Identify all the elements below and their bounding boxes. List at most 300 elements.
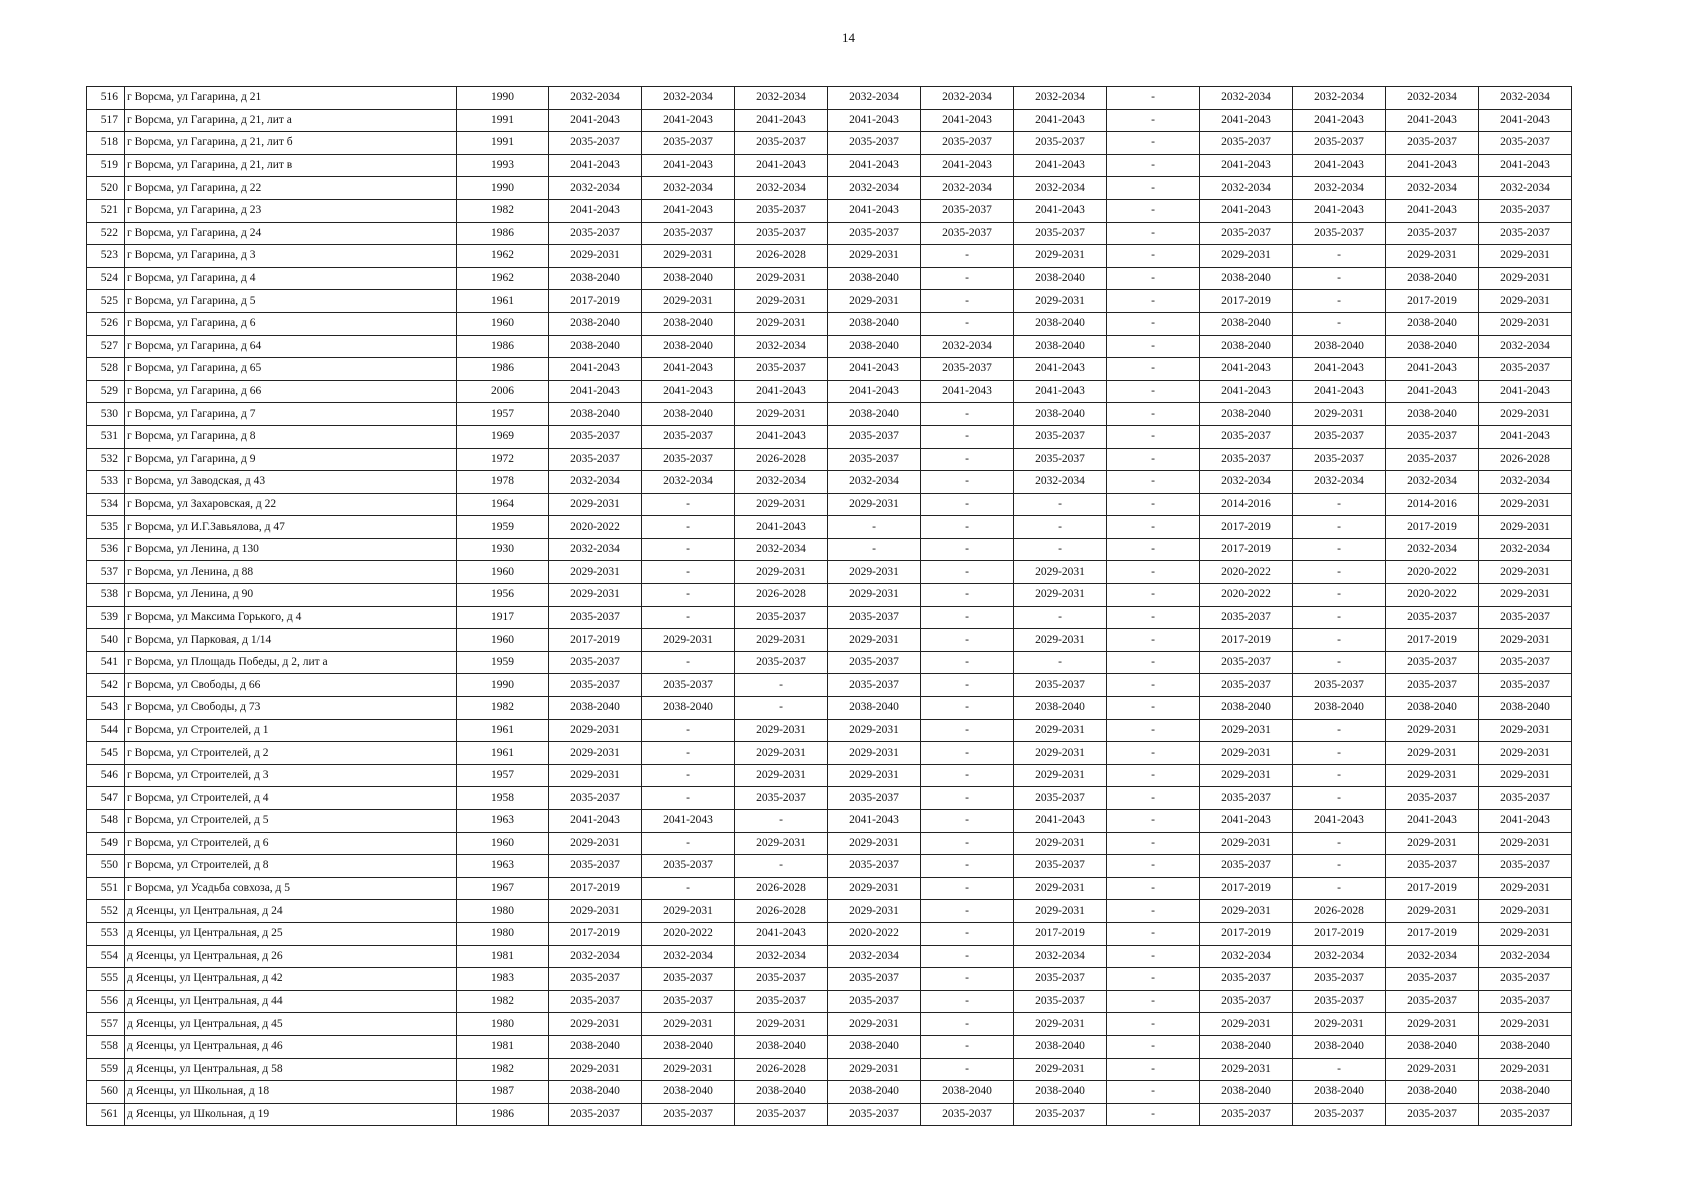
period-11-cell: 2026-2028 <box>1479 448 1572 471</box>
period-3-cell: 2032-2034 <box>735 177 828 200</box>
period-1-cell: 2029-2031 <box>549 832 642 855</box>
period-8-cell: 2041-2043 <box>1200 154 1293 177</box>
period-5-cell: - <box>921 651 1014 674</box>
period-8-cell: 2035-2037 <box>1200 448 1293 471</box>
period-5-cell: - <box>921 968 1014 991</box>
period-5-cell: - <box>921 403 1014 426</box>
year-built-cell: 1980 <box>457 922 549 945</box>
period-7-cell: - <box>1107 606 1200 629</box>
year-built-cell: 1969 <box>457 425 549 448</box>
table-row <box>87 199 1572 222</box>
period-7-cell: - <box>1107 629 1200 652</box>
period-9-cell: 2035-2037 <box>1293 990 1386 1013</box>
table-row <box>87 87 1572 110</box>
period-5-cell: 2041-2043 <box>921 109 1014 132</box>
period-1-cell: 2032-2034 <box>549 177 642 200</box>
period-7-cell: - <box>1107 132 1200 155</box>
period-1-cell: 2035-2037 <box>549 448 642 471</box>
period-4-cell: - <box>828 538 921 561</box>
period-8-cell: 2035-2037 <box>1200 968 1293 991</box>
period-10-cell: 2032-2034 <box>1386 538 1479 561</box>
period-3-cell: 2032-2034 <box>735 945 828 968</box>
period-1-cell: 2041-2043 <box>549 810 642 833</box>
period-11-cell: 2029-2031 <box>1479 1058 1572 1081</box>
year-built-cell: 1982 <box>457 199 549 222</box>
period-11-cell: 2029-2031 <box>1479 493 1572 516</box>
address-cell: г Ворсма, ул Заводская, д 43 <box>125 471 457 494</box>
period-9-cell: 2035-2037 <box>1293 1103 1386 1126</box>
period-1-cell: 2035-2037 <box>549 1103 642 1126</box>
row-number-cell: 523 <box>87 245 125 268</box>
row-number-cell: 561 <box>87 1103 125 1126</box>
period-4-cell: 2035-2037 <box>828 425 921 448</box>
period-5-cell: 2035-2037 <box>921 358 1014 381</box>
period-8-cell: 2032-2034 <box>1200 87 1293 110</box>
period-2-cell: 2038-2040 <box>642 697 735 720</box>
period-1-cell: 2020-2022 <box>549 516 642 539</box>
period-8-cell: 2029-2031 <box>1200 245 1293 268</box>
period-5-cell: - <box>921 990 1014 1013</box>
period-9-cell: 2035-2037 <box>1293 425 1386 448</box>
period-1-cell: 2029-2031 <box>549 493 642 516</box>
address-cell: г Ворсма, ул Усадьба совхоза, д 5 <box>125 877 457 900</box>
period-10-cell: 2038-2040 <box>1386 312 1479 335</box>
table-row <box>87 1035 1572 1058</box>
period-2-cell: 2032-2034 <box>642 471 735 494</box>
period-2-cell: 2041-2043 <box>642 358 735 381</box>
period-2-cell: 2035-2037 <box>642 1103 735 1126</box>
table-row <box>87 764 1572 787</box>
period-9-cell: - <box>1293 561 1386 584</box>
period-8-cell: 2035-2037 <box>1200 651 1293 674</box>
period-3-cell: 2026-2028 <box>735 245 828 268</box>
year-built-cell: 1982 <box>457 990 549 1013</box>
period-5-cell: - <box>921 584 1014 607</box>
period-10-cell: 2038-2040 <box>1386 403 1479 426</box>
period-11-cell: 2041-2043 <box>1479 380 1572 403</box>
period-5-cell: - <box>921 561 1014 584</box>
table-row <box>87 358 1572 381</box>
year-built-cell: 1981 <box>457 1035 549 1058</box>
period-2-cell: 2038-2040 <box>642 403 735 426</box>
period-2-cell: 2020-2022 <box>642 922 735 945</box>
period-6-cell: 2038-2040 <box>1014 697 1107 720</box>
period-9-cell: 2041-2043 <box>1293 109 1386 132</box>
period-5-cell: 2032-2034 <box>921 335 1014 358</box>
period-7-cell: - <box>1107 448 1200 471</box>
period-8-cell: 2029-2031 <box>1200 719 1293 742</box>
period-7-cell: - <box>1107 900 1200 923</box>
period-6-cell: 2035-2037 <box>1014 222 1107 245</box>
address-cell: д Ясенцы, ул Школьная, д 18 <box>125 1081 457 1104</box>
period-3-cell: 2029-2031 <box>735 719 828 742</box>
row-number-cell: 520 <box>87 177 125 200</box>
period-8-cell: 2029-2031 <box>1200 832 1293 855</box>
period-5-cell: 2041-2043 <box>921 154 1014 177</box>
period-4-cell: 2041-2043 <box>828 154 921 177</box>
row-number-cell: 530 <box>87 403 125 426</box>
period-2-cell: 2041-2043 <box>642 810 735 833</box>
period-2-cell: 2038-2040 <box>642 1035 735 1058</box>
year-built-cell: 1930 <box>457 538 549 561</box>
period-3-cell: 2029-2031 <box>735 290 828 313</box>
address-cell: д Ясенцы, ул Центральная, д 45 <box>125 1013 457 1036</box>
year-built-cell: 1986 <box>457 222 549 245</box>
table-row <box>87 810 1572 833</box>
table-row <box>87 448 1572 471</box>
period-7-cell: - <box>1107 787 1200 810</box>
period-5-cell: - <box>921 674 1014 697</box>
address-cell: д Ясенцы, ул Центральная, д 44 <box>125 990 457 1013</box>
year-built-cell: 1986 <box>457 358 549 381</box>
table-row <box>87 335 1572 358</box>
period-2-cell: 2032-2034 <box>642 177 735 200</box>
period-4-cell: 2020-2022 <box>828 922 921 945</box>
period-5-cell: - <box>921 629 1014 652</box>
address-cell: г Ворсма, ул Строителей, д 6 <box>125 832 457 855</box>
period-10-cell: 2035-2037 <box>1386 425 1479 448</box>
period-11-cell: 2035-2037 <box>1479 1103 1572 1126</box>
period-8-cell: 2038-2040 <box>1200 403 1293 426</box>
row-number-cell: 546 <box>87 764 125 787</box>
table-row <box>87 922 1572 945</box>
period-9-cell: - <box>1293 629 1386 652</box>
period-3-cell: 2026-2028 <box>735 1058 828 1081</box>
period-3-cell: 2035-2037 <box>735 199 828 222</box>
table-row <box>87 1081 1572 1104</box>
period-8-cell: 2041-2043 <box>1200 199 1293 222</box>
period-6-cell: 2029-2031 <box>1014 245 1107 268</box>
address-cell: г Ворсма, ул Гагарина, д 23 <box>125 199 457 222</box>
period-3-cell: - <box>735 855 828 878</box>
period-2-cell: - <box>642 516 735 539</box>
period-6-cell: 2029-2031 <box>1014 742 1107 765</box>
period-5-cell: - <box>921 312 1014 335</box>
period-4-cell: 2032-2034 <box>828 471 921 494</box>
period-2-cell: - <box>642 584 735 607</box>
period-2-cell: 2029-2031 <box>642 900 735 923</box>
period-4-cell: 2029-2031 <box>828 1013 921 1036</box>
address-cell: д Ясенцы, ул Центральная, д 42 <box>125 968 457 991</box>
period-9-cell: - <box>1293 245 1386 268</box>
period-1-cell: 2041-2043 <box>549 109 642 132</box>
period-9-cell: 2041-2043 <box>1293 154 1386 177</box>
period-9-cell: - <box>1293 538 1386 561</box>
year-built-cell: 1981 <box>457 945 549 968</box>
period-1-cell: 2041-2043 <box>549 358 642 381</box>
period-1-cell: 2029-2031 <box>549 719 642 742</box>
period-9-cell: 2035-2037 <box>1293 448 1386 471</box>
period-4-cell: 2038-2040 <box>828 403 921 426</box>
row-number-cell: 518 <box>87 132 125 155</box>
address-cell: г Ворсма, ул Гагарина, д 21 <box>125 87 457 110</box>
period-6-cell: 2035-2037 <box>1014 787 1107 810</box>
row-number-cell: 551 <box>87 877 125 900</box>
period-3-cell: - <box>735 810 828 833</box>
period-4-cell: 2029-2031 <box>828 742 921 765</box>
table-row <box>87 561 1572 584</box>
year-built-cell: 1982 <box>457 1058 549 1081</box>
period-6-cell: 2041-2043 <box>1014 154 1107 177</box>
period-11-cell: 2032-2034 <box>1479 177 1572 200</box>
period-6-cell: 2038-2040 <box>1014 1081 1107 1104</box>
address-cell: г Ворсма, ул Гагарина, д 21, лит в <box>125 154 457 177</box>
period-11-cell: 2029-2031 <box>1479 267 1572 290</box>
period-8-cell: 2032-2034 <box>1200 177 1293 200</box>
period-7-cell: - <box>1107 584 1200 607</box>
year-built-cell: 1980 <box>457 1013 549 1036</box>
period-6-cell: 2035-2037 <box>1014 132 1107 155</box>
period-10-cell: 2029-2031 <box>1386 742 1479 765</box>
period-5-cell: 2032-2034 <box>921 177 1014 200</box>
period-11-cell: 2035-2037 <box>1479 968 1572 991</box>
period-9-cell: 2032-2034 <box>1293 471 1386 494</box>
period-5-cell: - <box>921 764 1014 787</box>
period-6-cell: 2029-2031 <box>1014 764 1107 787</box>
year-built-cell: 1959 <box>457 651 549 674</box>
period-9-cell: - <box>1293 606 1386 629</box>
period-3-cell: 2026-2028 <box>735 900 828 923</box>
year-built-cell: 1961 <box>457 290 549 313</box>
address-cell: г Ворсма, ул Гагарина, д 6 <box>125 312 457 335</box>
address-cell: г Ворсма, ул Гагарина, д 9 <box>125 448 457 471</box>
period-8-cell: 2035-2037 <box>1200 425 1293 448</box>
period-8-cell: 2038-2040 <box>1200 335 1293 358</box>
period-11-cell: 2032-2034 <box>1479 945 1572 968</box>
period-6-cell: 2041-2043 <box>1014 199 1107 222</box>
period-10-cell: 2017-2019 <box>1386 877 1479 900</box>
period-4-cell: 2032-2034 <box>828 945 921 968</box>
period-9-cell: 2041-2043 <box>1293 380 1386 403</box>
address-cell: г Ворсма, ул Гагарина, д 4 <box>125 267 457 290</box>
period-6-cell: 2041-2043 <box>1014 380 1107 403</box>
year-built-cell: 1960 <box>457 629 549 652</box>
period-9-cell: 2038-2040 <box>1293 1035 1386 1058</box>
address-cell: г Ворсма, ул Гагарина, д 7 <box>125 403 457 426</box>
period-9-cell: - <box>1293 787 1386 810</box>
period-5-cell: - <box>921 787 1014 810</box>
row-number-cell: 558 <box>87 1035 125 1058</box>
table-row <box>87 245 1572 268</box>
period-8-cell: 2035-2037 <box>1200 606 1293 629</box>
period-11-cell: 2029-2031 <box>1479 742 1572 765</box>
row-number-cell: 560 <box>87 1081 125 1104</box>
year-built-cell: 1990 <box>457 674 549 697</box>
year-built-cell: 1991 <box>457 109 549 132</box>
period-7-cell: - <box>1107 312 1200 335</box>
period-7-cell: - <box>1107 922 1200 945</box>
period-4-cell: 2035-2037 <box>828 448 921 471</box>
period-11-cell: 2035-2037 <box>1479 855 1572 878</box>
period-3-cell: 2041-2043 <box>735 922 828 945</box>
period-10-cell: 2029-2031 <box>1386 245 1479 268</box>
address-cell: д Ясенцы, ул Центральная, д 25 <box>125 922 457 945</box>
row-number-cell: 517 <box>87 109 125 132</box>
table-row <box>87 538 1572 561</box>
period-1-cell: 2035-2037 <box>549 222 642 245</box>
row-number-cell: 516 <box>87 87 125 110</box>
period-10-cell: 2041-2043 <box>1386 154 1479 177</box>
period-11-cell: 2032-2034 <box>1479 87 1572 110</box>
table-row <box>87 516 1572 539</box>
period-8-cell: 2038-2040 <box>1200 697 1293 720</box>
year-built-cell: 1983 <box>457 968 549 991</box>
period-11-cell: 2041-2043 <box>1479 109 1572 132</box>
period-10-cell: 2029-2031 <box>1386 832 1479 855</box>
period-4-cell: 2035-2037 <box>828 1103 921 1126</box>
address-cell: г Ворсма, ул Захаровская, д 22 <box>125 493 457 516</box>
period-4-cell: 2035-2037 <box>828 674 921 697</box>
period-11-cell: 2038-2040 <box>1479 1081 1572 1104</box>
table-row <box>87 855 1572 878</box>
period-8-cell: 2029-2031 <box>1200 764 1293 787</box>
period-6-cell: 2035-2037 <box>1014 425 1107 448</box>
period-3-cell: 2035-2037 <box>735 990 828 1013</box>
period-8-cell: 2035-2037 <box>1200 1103 1293 1126</box>
period-11-cell: 2029-2031 <box>1479 900 1572 923</box>
period-3-cell: 2029-2031 <box>735 832 828 855</box>
row-number-cell: 539 <box>87 606 125 629</box>
period-4-cell: 2029-2031 <box>828 584 921 607</box>
year-built-cell: 1961 <box>457 742 549 765</box>
row-number-cell: 544 <box>87 719 125 742</box>
period-1-cell: 2038-2040 <box>549 267 642 290</box>
period-5-cell: 2035-2037 <box>921 222 1014 245</box>
period-9-cell: - <box>1293 764 1386 787</box>
year-built-cell: 1961 <box>457 719 549 742</box>
address-cell: г Ворсма, ул Строителей, д 2 <box>125 742 457 765</box>
table-row <box>87 1013 1572 1036</box>
address-cell: г Ворсма, ул Ленина, д 90 <box>125 584 457 607</box>
housing-register-table <box>86 86 1572 1126</box>
period-10-cell: 2029-2031 <box>1386 1013 1479 1036</box>
period-4-cell: 2035-2037 <box>828 651 921 674</box>
period-6-cell: 2029-2031 <box>1014 900 1107 923</box>
period-7-cell: - <box>1107 1058 1200 1081</box>
period-8-cell: 2017-2019 <box>1200 516 1293 539</box>
period-7-cell: - <box>1107 651 1200 674</box>
period-1-cell: 2029-2031 <box>549 245 642 268</box>
year-built-cell: 1990 <box>457 177 549 200</box>
address-cell: г Ворсма, ул Гагарина, д 64 <box>125 335 457 358</box>
period-9-cell: 2041-2043 <box>1293 358 1386 381</box>
period-1-cell: 2041-2043 <box>549 154 642 177</box>
period-9-cell: - <box>1293 719 1386 742</box>
period-11-cell: 2038-2040 <box>1479 697 1572 720</box>
period-3-cell: 2035-2037 <box>735 1103 828 1126</box>
period-8-cell: 2035-2037 <box>1200 132 1293 155</box>
row-number-cell: 553 <box>87 922 125 945</box>
table-row <box>87 606 1572 629</box>
period-6-cell: - <box>1014 516 1107 539</box>
period-3-cell: 2032-2034 <box>735 471 828 494</box>
period-4-cell: 2041-2043 <box>828 199 921 222</box>
table-row <box>87 900 1572 923</box>
period-3-cell: 2032-2034 <box>735 335 828 358</box>
period-10-cell: 2017-2019 <box>1386 922 1479 945</box>
period-1-cell: 2029-2031 <box>549 742 642 765</box>
table-row <box>87 651 1572 674</box>
period-6-cell: 2035-2037 <box>1014 1103 1107 1126</box>
row-number-cell: 545 <box>87 742 125 765</box>
period-5-cell: - <box>921 267 1014 290</box>
period-2-cell: 2035-2037 <box>642 132 735 155</box>
period-6-cell: 2035-2037 <box>1014 968 1107 991</box>
row-number-cell: 550 <box>87 855 125 878</box>
period-4-cell: 2038-2040 <box>828 267 921 290</box>
year-built-cell: 1978 <box>457 471 549 494</box>
table-row <box>87 968 1572 991</box>
row-number-cell: 548 <box>87 810 125 833</box>
period-5-cell: - <box>921 493 1014 516</box>
period-6-cell: 2038-2040 <box>1014 1035 1107 1058</box>
period-9-cell: 2038-2040 <box>1293 1081 1386 1104</box>
period-8-cell: 2041-2043 <box>1200 810 1293 833</box>
address-cell: г Ворсма, ул Ленина, д 88 <box>125 561 457 584</box>
period-11-cell: 2029-2031 <box>1479 403 1572 426</box>
period-6-cell: - <box>1014 538 1107 561</box>
table-row <box>87 425 1572 448</box>
period-1-cell: 2032-2034 <box>549 538 642 561</box>
period-7-cell: - <box>1107 425 1200 448</box>
period-6-cell: 2038-2040 <box>1014 335 1107 358</box>
period-8-cell: 2017-2019 <box>1200 877 1293 900</box>
period-9-cell: 2032-2034 <box>1293 177 1386 200</box>
period-3-cell: 2041-2043 <box>735 154 828 177</box>
period-4-cell: - <box>828 516 921 539</box>
period-11-cell: 2041-2043 <box>1479 154 1572 177</box>
period-5-cell: 2035-2037 <box>921 132 1014 155</box>
period-9-cell: 2041-2043 <box>1293 199 1386 222</box>
period-4-cell: 2029-2031 <box>828 1058 921 1081</box>
row-number-cell: 554 <box>87 945 125 968</box>
period-1-cell: 2038-2040 <box>549 1035 642 1058</box>
year-built-cell: 1967 <box>457 877 549 900</box>
period-3-cell: 2035-2037 <box>735 968 828 991</box>
period-5-cell: - <box>921 516 1014 539</box>
period-7-cell: - <box>1107 832 1200 855</box>
row-number-cell: 527 <box>87 335 125 358</box>
period-4-cell: 2029-2031 <box>828 719 921 742</box>
period-1-cell: 2035-2037 <box>549 968 642 991</box>
period-11-cell: 2029-2031 <box>1479 719 1572 742</box>
period-3-cell: 2035-2037 <box>735 787 828 810</box>
address-cell: г Ворсма, ул Парковая, д 1/14 <box>125 629 457 652</box>
period-5-cell: - <box>921 606 1014 629</box>
period-5-cell: - <box>921 900 1014 923</box>
period-6-cell: 2029-2031 <box>1014 290 1107 313</box>
year-built-cell: 1963 <box>457 855 549 878</box>
table-row <box>87 312 1572 335</box>
period-9-cell: - <box>1293 742 1386 765</box>
year-built-cell: 1986 <box>457 335 549 358</box>
period-4-cell: 2032-2034 <box>828 87 921 110</box>
period-1-cell: 2038-2040 <box>549 1081 642 1104</box>
period-10-cell: 2035-2037 <box>1386 1103 1479 1126</box>
period-6-cell: 2032-2034 <box>1014 945 1107 968</box>
period-11-cell: 2029-2031 <box>1479 1013 1572 1036</box>
period-8-cell: 2017-2019 <box>1200 922 1293 945</box>
row-number-cell: 521 <box>87 199 125 222</box>
address-cell: г Ворсма, ул Свободы, д 66 <box>125 674 457 697</box>
page-number: 14 <box>842 30 855 45</box>
period-1-cell: 2035-2037 <box>549 855 642 878</box>
row-number-cell: 524 <box>87 267 125 290</box>
period-6-cell: 2029-2031 <box>1014 719 1107 742</box>
year-built-cell: 2006 <box>457 380 549 403</box>
period-5-cell: - <box>921 1058 1014 1081</box>
period-4-cell: 2029-2031 <box>828 832 921 855</box>
